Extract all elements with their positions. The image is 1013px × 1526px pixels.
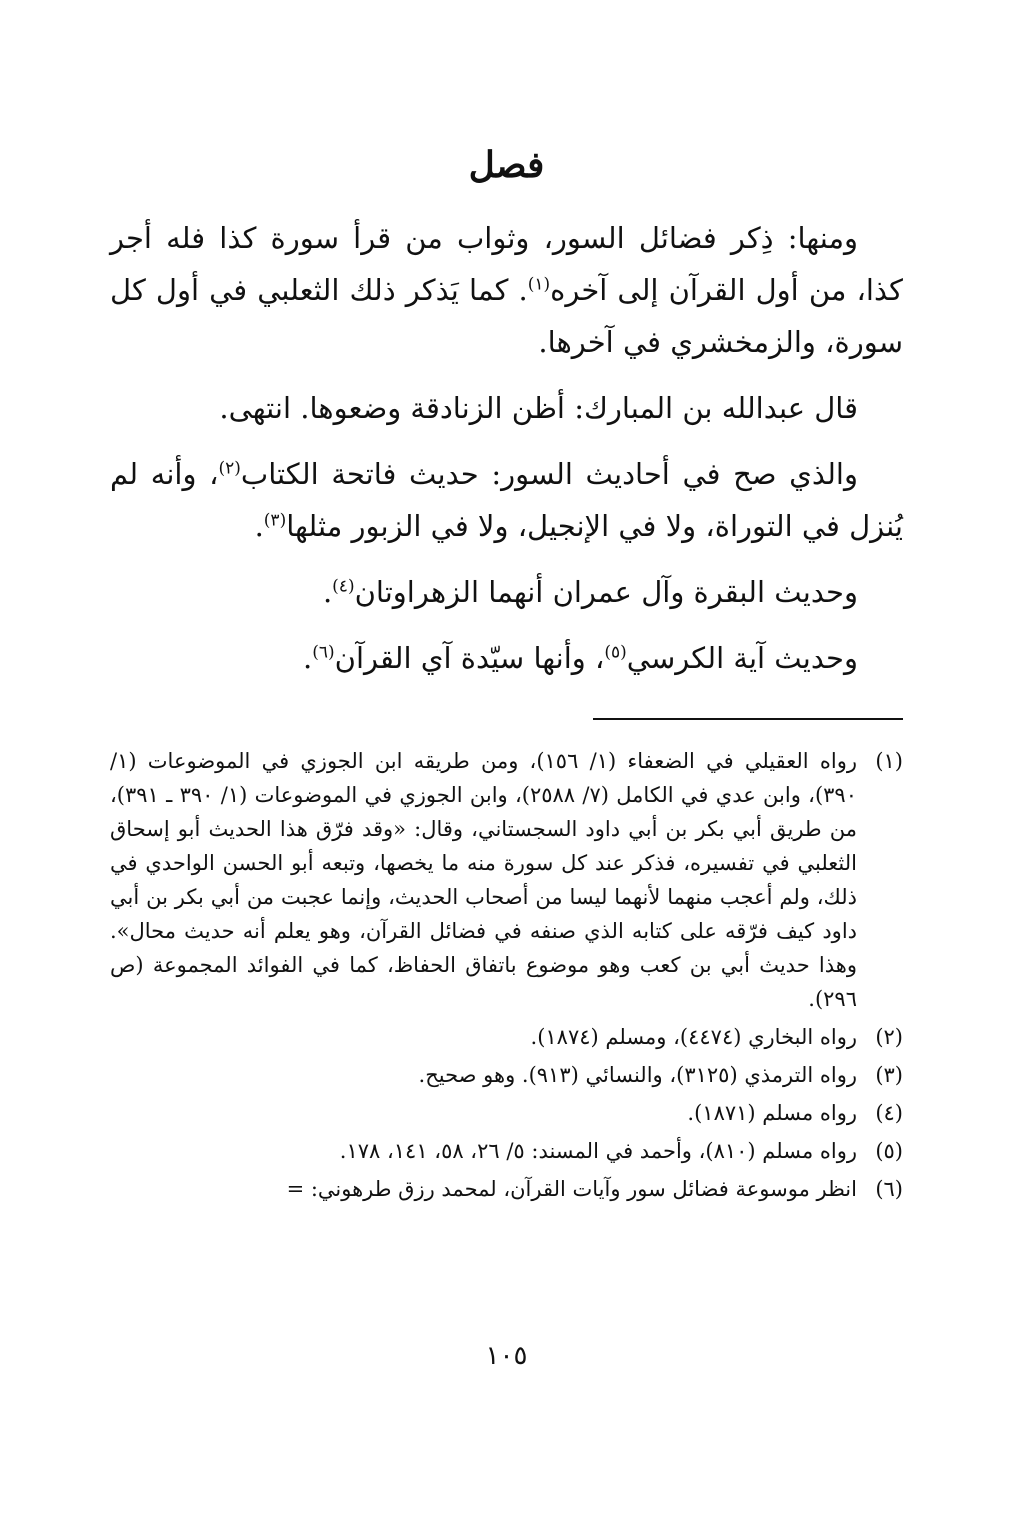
- paragraph-text: .: [303, 641, 313, 675]
- paragraph: [110, 382, 903, 434]
- footnote-number: (٣): [875, 1063, 903, 1087]
- footnote-divider: [593, 718, 903, 720]
- paragraph: [110, 448, 903, 552]
- footnote-text: انظر موسوعة فضائل سور وآيات القرآن، لمحمد رزق طرهوني: =: [286, 1177, 857, 1201]
- footnote-text: رواه الترمذي (٣١٢٥)، والنسائي (٩١٣). وهو صحيح.: [418, 1063, 857, 1087]
- footnote: [110, 1020, 903, 1054]
- footnote-number: (٤): [875, 1101, 903, 1125]
- paragraph-text: . كما يَذكر ذلك الثعلبي في أول كل سورة، والزمخشري في آخرها.: [110, 273, 903, 359]
- footnote: [110, 1096, 903, 1130]
- footnote-number: (٥): [875, 1139, 903, 1163]
- footnote-text: رواه مسلم (١٨٧١).: [687, 1101, 857, 1125]
- footnote-ref[interactable]: (٣): [263, 510, 287, 531]
- footnotes: [110, 744, 903, 1210]
- footnote: [110, 1058, 903, 1092]
- paragraph-text: وحديث البقرة وآل عمران أنهما الزهراوتان: [354, 575, 858, 609]
- paragraph-text: ، وأنه لم يُنزل في التوراة، ولا في الإنجيل، ولا في الزبور مثلها: [110, 457, 903, 543]
- paragraph-text: وحديث آية الكرسي: [626, 641, 858, 675]
- main-text: [110, 212, 903, 698]
- paragraph-text: والذي صح في أحاديث السور: حديث فاتحة الكتاب: [240, 457, 858, 491]
- footnote-text: رواه البخاري (٤٤٧٤)، ومسلم (١٨٧٤).: [530, 1025, 857, 1049]
- paragraph-text: ومنها: ذِكر فضائل السور، وثواب من قرأ سورة كذا فله أجر كذا، من أول القرآن إلى آخره: [110, 221, 903, 307]
- paragraph-text: .: [322, 575, 333, 609]
- paragraph: [110, 566, 903, 618]
- footnote-number: (٢): [875, 1025, 903, 1049]
- footnote-ref[interactable]: (٦): [312, 642, 335, 663]
- footnote-ref[interactable]: (٥): [604, 642, 627, 663]
- footnote-ref[interactable]: (١): [527, 274, 551, 295]
- footnote: [110, 1172, 903, 1206]
- footnote-text: رواه العقيلي في الضعفاء (١/ ١٥٦)، ومن طريقه ابن الجوزي في الموضوعات (١/ ٣٩٠)، وابن عدي في الكامل (٧/ ٢٥٨٨)، وابن الجوزي في الموضوعات (١/ ٣٩٠ ـ ٣٩١)، من طريق أبي بكر بن أبي داود السجستاني، وقال: «وقد فرّق هذا الحديث أبو إسحاق الثعلبي في تفسيره، فذكر عند كل سورة منه ما يخصها، وتبعه أبو الحسن الواحدي في ذلك، ولم أعجب منهما لأنهما ليسا من أصحاب الحديث، وإنما عجبت من أبي بكر بن أبي داود كيف فرّقه على كتابه الذي صنفه في فضائل القرآن، وهو يعلم أنه حديث محال». وهذا حديث أبي بن كعب وهو موضوع باتفاق الحفاظ، كما في الفوائد المجموعة (ص ٢٩٦).: [110, 749, 857, 1011]
- section-title: فصل: [468, 144, 545, 186]
- paragraph-text: .: [254, 509, 264, 543]
- book-page: [110, 0, 903, 1526]
- footnote-number: (٦): [875, 1177, 903, 1201]
- paragraph: [110, 632, 903, 684]
- footnote: [110, 1134, 903, 1168]
- footnote-text: رواه مسلم (٨١٠)، وأحمد في المسند: ٥/ ٢٦، ٥٨، ١٤١، ١٧٨.: [339, 1139, 857, 1163]
- footnote-ref[interactable]: (٢): [218, 458, 241, 479]
- paragraph: [110, 212, 903, 368]
- footnote-ref[interactable]: (٤): [332, 576, 355, 597]
- paragraph-text: قال عبدالله بن المبارك: أظن الزنادقة وضعوها. انتهى.: [219, 391, 858, 425]
- paragraph-text: ، وأنها سيّدة آي القرآن: [334, 641, 605, 675]
- page-number: ١٠٥: [485, 1341, 528, 1371]
- footnote: [110, 744, 903, 1016]
- footnote-number: (١): [875, 749, 903, 773]
